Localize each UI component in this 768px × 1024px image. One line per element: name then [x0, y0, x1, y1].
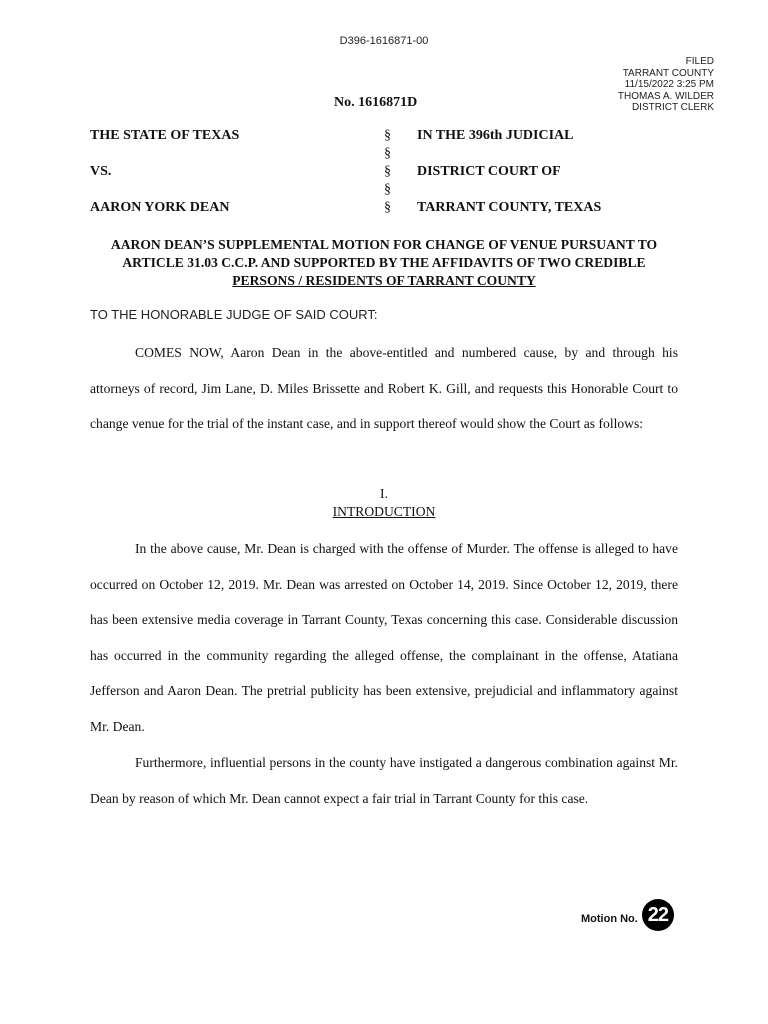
- caption-section-symbol: §: [384, 146, 391, 161]
- filed-stamp-line: FILED: [685, 56, 714, 67]
- case-number: No. 1616871D: [334, 95, 418, 110]
- motion-title-line-1: AARON DEAN’S SUPPLEMENTAL MOTION FOR CHANGE OF VENUE PURSUANT TO: [110, 237, 658, 252]
- caption-left-row-1: THE STATE OF TEXAS: [90, 128, 240, 143]
- salutation: TO THE HONORABLE JUDGE OF SAID COURT:: [90, 307, 378, 322]
- filed-stamp-line: TARRANT COUNTY: [622, 67, 714, 79]
- section-heading: INTRODUCTION: [332, 504, 436, 519]
- paragraph-introduction: In the above cause, Mr. Dean is charged with the offense of Murder. The offense is alleged to have occurred on October 12, 2019. Mr. Dean was arrested on October 14, 2019. Since October 12, 2019, there has been extensive media coverage in Tarrant County, Texas concerning this case. Considerable discussion has occurred in the community regarding the alleged offense, the complainant in the offense, Atatiana Jefferson and Aaron Dean. The pretrial publicity has been extensive, prejudicial and inflammatory against Mr. Dean.: [90, 541, 678, 734]
- filed-stamp: [618, 56, 714, 114]
- caption-right-row-1: IN THE 396th JUDICIAL: [417, 128, 574, 143]
- document-id: D396-1616871-00: [339, 35, 429, 47]
- caption-section-symbol: §: [384, 164, 391, 179]
- motion-title: [60, 236, 708, 290]
- caption-section-symbol: §: [384, 200, 391, 215]
- caption-section-symbol: §: [384, 128, 391, 143]
- motion-title-line-2: ARTICLE 31.03 C.C.P. AND SUPPORTED BY THE AFFIDAVITS OF TWO CREDIBLE: [122, 255, 646, 270]
- motion-number-footer: [581, 899, 674, 931]
- motion-title-line-3: PERSONS / RESIDENTS OF TARRANT COUNTY: [232, 273, 536, 288]
- paragraph-combination: Furthermore, influential persons in the county have instigated a dangerous combination against Mr. Dean by reason of which Mr. Dean cannot expect a fair trial in Tarrant County for this case.: [90, 755, 678, 806]
- paragraph-opening: COMES NOW, Aaron Dean in the above-entitled and numbered cause, by and through his attorneys of record, Jim Lane, D. Miles Brissette and Robert K. Gill, and requests this Honorable Court to change venue for the trial of the instant case, and in support thereof would show the Court as follows:: [90, 345, 678, 431]
- motion-label: Motion No.: [581, 913, 638, 925]
- caption-left-row-5: AARON YORK DEAN: [90, 200, 230, 215]
- filed-stamp-line: THOMAS A. WILDER: [617, 90, 714, 102]
- caption-left-row-3: VS.: [90, 164, 112, 179]
- caption-section-symbol: §: [384, 182, 391, 197]
- section-number: I.: [380, 486, 388, 501]
- caption-right-row-5: TARRANT COUNTY, TEXAS: [417, 200, 602, 215]
- caption-right-row-3: DISTRICT COURT OF: [417, 164, 561, 179]
- filed-stamp-line: 11/15/2022 3:25 PM: [624, 79, 714, 90]
- motion-number-badge: 22: [642, 899, 674, 931]
- filed-stamp-line: DISTRICT CLERK: [631, 102, 714, 113]
